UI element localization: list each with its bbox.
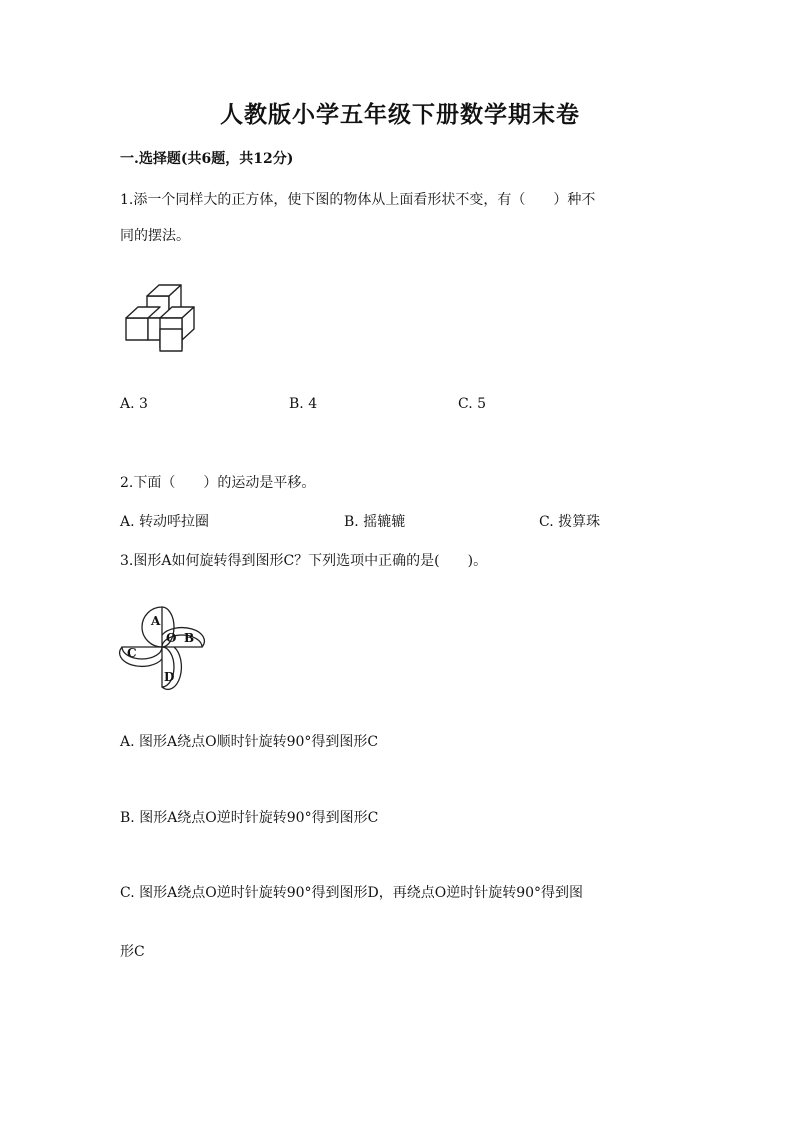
question-3-option-b: B. 图形A绕点O逆时针旋转90°得到图形C [120, 810, 379, 826]
section-heading: 一.选择题(共6题，共12分) [120, 151, 294, 167]
question-3-option-c-cont: 形C [120, 944, 145, 960]
cube-right-front-lower [160, 329, 182, 351]
question-1-option-c: C. 5 [458, 396, 487, 412]
cube-stack-figure [124, 282, 208, 354]
question-2-option-b: B. 摇辘辘 [344, 514, 406, 530]
question-1-option-a: A. 3 [120, 396, 148, 412]
question-1-stem: 1.添一个同样大的正方体，使下图的物体从上面看形状不变，有（ ）种不 [120, 192, 596, 208]
question-2-option-a: A. 转动呼拉圈 [120, 514, 210, 530]
question-3-option-c: C. 图形A绕点O逆时针旋转90°得到图形D，再绕点O逆时针旋转90°得到图 [120, 885, 584, 901]
label-d: D [164, 670, 175, 684]
question-2-stem: 2.下面（ ）的运动是平移。 [120, 475, 316, 491]
question-3-option-a: A. 图形A绕点O顺时针旋转90°得到图形C [120, 734, 379, 750]
label-c: C [127, 646, 137, 660]
question-1-stem-cont: 同的摆法。 [120, 228, 190, 244]
page-title: 人教版小学五年级下册数学期末卷 [220, 101, 580, 128]
question-3-stem: 3.图形A如何旋转得到图形C？下列选项中正确的是( )。 [120, 553, 488, 569]
rotation-figure [120, 605, 210, 690]
question-1-option-b: B. 4 [289, 396, 318, 412]
label-b: B [184, 631, 195, 645]
label-o: O [166, 631, 177, 645]
question-2-option-c: C. 拨算珠 [539, 514, 601, 530]
cube-left-front [126, 318, 148, 340]
label-a: A [151, 614, 161, 628]
